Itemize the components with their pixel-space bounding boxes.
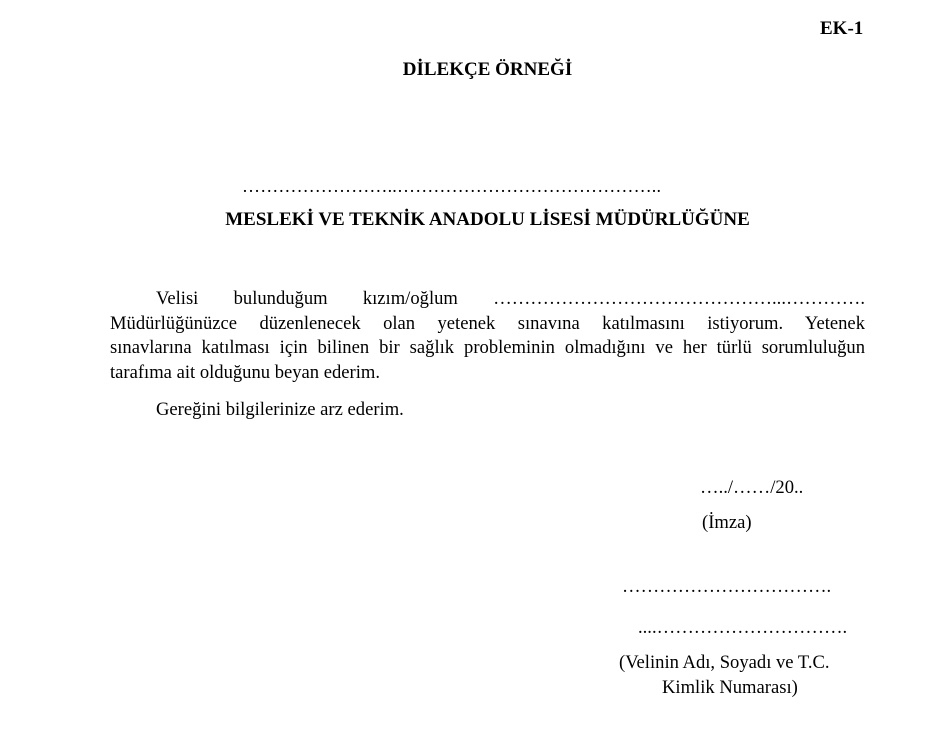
annex-label: EK-1: [820, 18, 864, 39]
signature-label: (İmza): [702, 512, 752, 533]
body-paragraph-2: Gereğini bilgilerinize arz ederim.: [156, 399, 404, 420]
paragraph-line: sınavlarına katılması için bilinen bir sağlık probleminin olmadığını ve her türlü sorumluluğun: [110, 337, 865, 358]
addressee: MESLEKİ VE TEKNİK ANADOLU LİSESİ MÜDÜRLÜĞÜNE: [225, 209, 750, 230]
paragraph-line: tarafıma ait olduğunu beyan ederim.: [110, 361, 381, 383]
paragraph-line: Müdürlüğünüzce düzenlenecek olan yetenek sınavına katılmasını istiyorum. Yetenek: [110, 312, 865, 334]
date-field: …../……/20..: [700, 477, 804, 498]
document-title: DİLEKÇE ÖRNEĞİ: [402, 59, 573, 80]
signature-caption-line-1: (Velinin Adı, Soyadı ve T.C.: [619, 652, 830, 673]
id-line: ....………………………….: [638, 617, 848, 638]
paragraph-line: Velisi bulunduğum kızım/oğlum ………………………………………...………….: [156, 288, 865, 309]
addressee-placeholder: ……………………..……………………………………..: [242, 176, 662, 196]
body-paragraph-1: [110, 287, 865, 385]
signature-caption-line-2: Kimlik Numarası): [662, 677, 798, 698]
name-line: …………………………….: [622, 576, 832, 597]
